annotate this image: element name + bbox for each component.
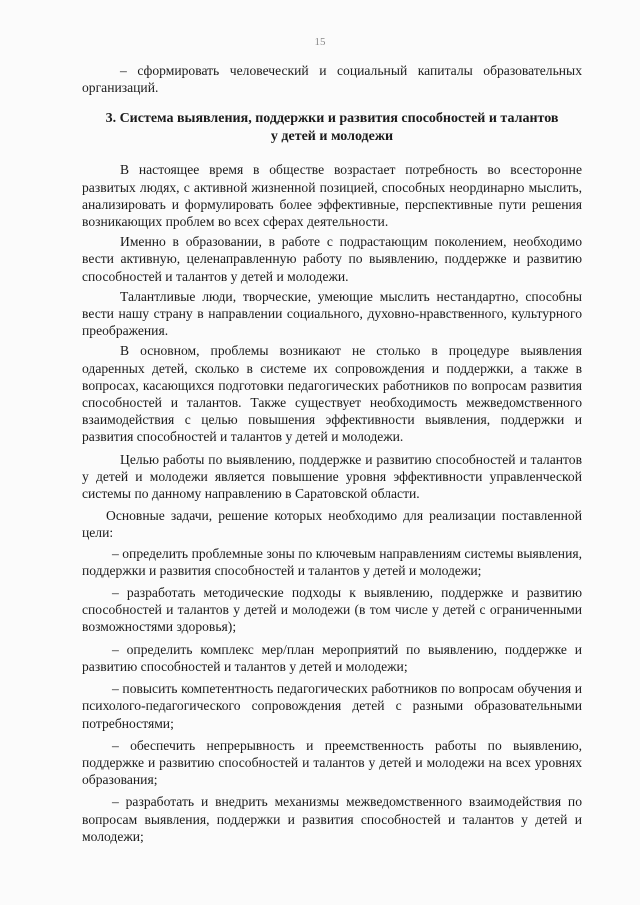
section-heading: 3. Система выявления, поддержки и развития способностей и талантов у детей и молодежи (105, 111, 559, 144)
task-list-item: – определить комплекс мер/план мероприятий по выявлению, поддержке и развитию способностей и талантов у детей и молодежи; (82, 641, 582, 674)
task-list-item: – обеспечить непрерывность и преемственность работы по выявлению, поддержке и развитию способностей и талантов у детей и молодежи на всех уровнях образования; (82, 737, 582, 788)
page-number: 15 (314, 36, 326, 48)
task-list-item: – разработать методические подходы к выявлению, поддержке и развитию способностей и талантов у детей и молодежи (в том числе у детей с ограниченными возможностями здоровья); (82, 585, 582, 635)
task-list-item: – разработать и внедрить механизмы межведомственного взаимодействия по вопросам выявления, поддержки и развития способностей и талантов у детей и молодежи; (82, 794, 582, 844)
task-list-item: – определить проблемные зоны по ключевым направлениям системы выявления, поддержки и развития способностей и талантов у детей и молодежи; (82, 545, 582, 578)
paragraph: Целью работы по выявлению, поддержке и развитию способностей и талантов у детей и молодежи является повышение уровня эффективности управленческой системы по данному направлению в Саратовской области. (82, 451, 582, 502)
paragraph: Талантливые люди, творческие, умеющие мыслить нестандартно, способны вести нашу страну в направлении социального, духовно-нравственного, культурного преображения. (82, 288, 582, 339)
paragraph: Основные задачи, решение которых необходимо для реализации поставленной цели: (82, 508, 582, 541)
task-list-item: – повысить компетентность педагогических работников по вопросам обучения и психолого-педагогического сопровождения детей с разными образовательными потребностями; (82, 681, 582, 731)
paragraph: В основном, проблемы возникают не столько в процедуре выявления одаренных детей, сколько в системе их сопровождения и поддержки, а также в вопросах, касающихся подготовки педагогических работников по вопросам развития способностей и талантов. Также существует необходимость межведомственного взаимодействия с целью повышения эффективности выявления, поддержки и развития способностей и талантов у детей и молодежи. (82, 343, 582, 445)
intro-list-item: – сформировать человеческий и социальный капиталы образовательных организаций. (82, 63, 582, 96)
document-body (82, 62, 582, 845)
paragraph: Именно в образовании, в работе с подрастающим поколением, необходимо вести активную, целенаправленную работу по выявлению, поддержке и развитию способностей и талантов у детей и молодежи. (82, 234, 582, 284)
paragraph: В настоящее время в обществе возрастает потребность во всесторонне развитых людях, с активной жизненной позицией, способных неординарно мыслить, анализировать и формулировать более эффективные, перспективные пути решения возникающих проблем во всех сферах деятельности. (82, 162, 582, 230)
